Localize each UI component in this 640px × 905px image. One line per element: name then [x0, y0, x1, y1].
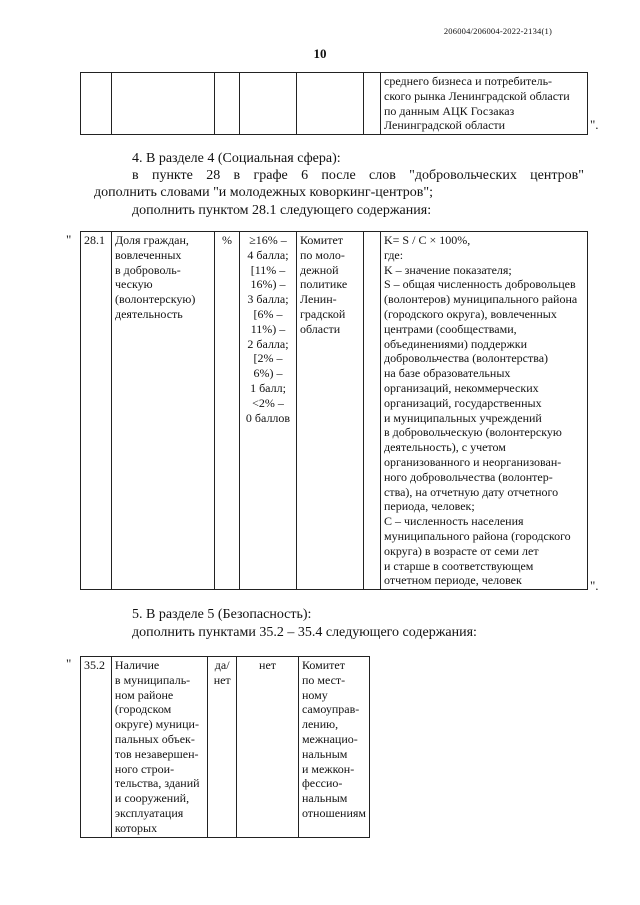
responsible-body: Комитет по моло- дежной политике Ленин- градской области [297, 232, 364, 590]
opening-quote: " [66, 656, 72, 671]
section-heading: 5. В разделе 5 (Безопасность): [132, 607, 312, 622]
table-row [81, 657, 370, 838]
indicator-name: Наличие в муниципаль- ном районе (городском округе) муници- пальных объек- тов незавершен- ного строи- тельства, зданий и сооружений, эксплуатация которых [111, 657, 207, 838]
scoring-scale: нет [237, 657, 299, 838]
paragraph-line: дополнить пунктом 28.1 следующего содержания: [132, 203, 432, 218]
unit-cell: да/ нет [208, 657, 237, 838]
formula-cell: среднего бизнеса и потребитель- ского рынка Ленинградской области по данным АЦК Госзаказ Ленинградской области [381, 73, 588, 135]
opening-quote: " [66, 232, 72, 247]
table-cell [215, 73, 240, 135]
item-number: 28.1 [81, 232, 112, 590]
indicator-table-35-2 [80, 656, 370, 838]
indicator-name: Доля граждан, вовлеченных в доброволь- ческую (волонтерскую) деятельность [112, 232, 215, 590]
table-row [81, 73, 588, 135]
table-cell [240, 73, 297, 135]
table-cell [112, 73, 215, 135]
responsible-body: Комитет по мест- ному самоуправ- лению, межнацио- нальным и межкон- фессио- нальным отношениям [298, 657, 369, 838]
formula-cell: K= S / C × 100%, где: K – значение показателя; S – общая численность добровольцев (волонтеров) муниципального района (городского округа), вовлеченных центрами (сообществами, объединениями) поддержки добровольчества (волонтерства) на базе образовательных организаций, некоммерческих организаций, государственных и муниципальных учреждений в добровольческую (волонтерскую деятельность), с учетом организованного и неорганизован- ного добровольчества (волонтер- ства), на отчетную дату отчетного периода, человек; C – численность населения муниципального района (городского округа) в возрасте от семи лет и старше в соответствующем отчетном периоде, человек [381, 232, 588, 590]
table-cell [297, 73, 364, 135]
closing-quote: ". [590, 117, 599, 132]
closing-quote: ". [590, 578, 599, 593]
continuation-table [80, 72, 588, 135]
table-row [81, 232, 588, 590]
paragraph-line: в пункте 28 в графе 6 после слов "добровольческих центров" [132, 168, 584, 183]
page-number: 10 [313, 46, 327, 61]
section-heading: 4. В разделе 4 (Социальная сфера): [132, 151, 341, 166]
indicator-table-28-1 [80, 231, 588, 590]
item-number: 35.2 [81, 657, 112, 838]
unit-cell: % [215, 232, 240, 590]
document-id: 206004/206004-2022-2134(1) [443, 26, 552, 36]
scoring-scale: ≥16% – 4 балла; [11% – 16%) – 3 балла; [6% – 11%) – 2 балла; [2% – 6%) – 1 балл; <2% – 0 баллов [240, 232, 297, 590]
table-cell [81, 73, 112, 135]
table-cell [364, 73, 381, 135]
table-cell [364, 232, 381, 590]
paragraph-line: дополнить словами "и молодежных коворкинг-центров"; [94, 185, 433, 200]
paragraph-line: дополнить пунктами 35.2 – 35.4 следующего содержания: [132, 625, 477, 640]
